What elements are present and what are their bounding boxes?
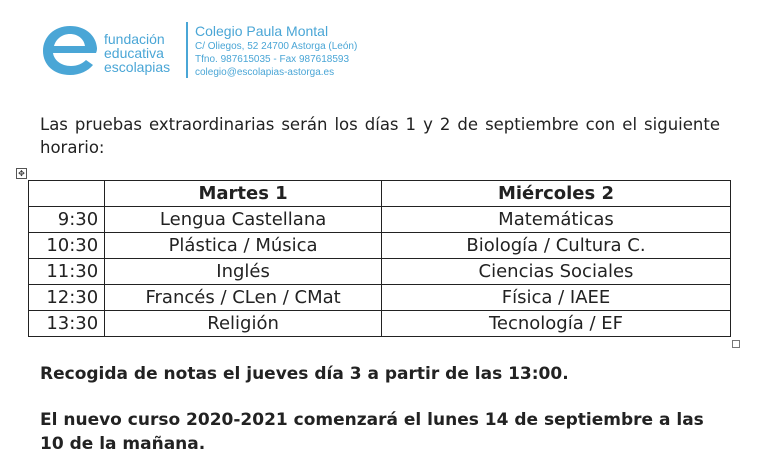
miercoles-cell: Matemáticas (381, 207, 730, 233)
grades-note: Recogida de notas el jueves día 3 a partir de las 13:00. (40, 364, 569, 384)
martes-cell: Francés / CLen / CMat (105, 285, 382, 311)
table-row (29, 259, 731, 285)
table-row (29, 233, 731, 259)
miercoles-cell: Ciencias Sociales (381, 259, 730, 285)
school-email: colegio@escolapias-astorga.es (195, 67, 335, 78)
header-divider (186, 22, 188, 78)
foundation-name (104, 32, 170, 74)
time-cell: 13:30 (29, 311, 105, 337)
time-cell: 10:30 (29, 233, 105, 259)
table-row (29, 311, 731, 337)
header-cell-time (29, 181, 105, 207)
miercoles-cell: Física / IAEE (381, 285, 730, 311)
logo-line: fundación (104, 31, 165, 47)
course-start-note: El nuevo curso 2020-2021 comenzará el lunes 14 de septiembre a las 10 de la mañana. (40, 410, 704, 454)
school-address: C/ Oliegos, 52 24700 Astorga (León) (195, 41, 358, 52)
martes-cell: Inglés (105, 259, 382, 285)
table-row (29, 285, 731, 311)
table-header-row (29, 181, 731, 207)
school-name: Colegio Paula Montal (195, 23, 329, 39)
escolapias-logo-icon (40, 22, 100, 78)
miercoles-cell: Tecnología / EF (381, 311, 730, 337)
martes-cell: Lengua Castellana (105, 207, 382, 233)
time-cell: 9:30 (29, 207, 105, 233)
logo-line: escolapias (104, 59, 171, 75)
martes-cell: Plástica / Música (105, 233, 382, 259)
schedule-table (28, 180, 731, 337)
martes-cell: Religión (105, 311, 382, 337)
intro-paragraph: Las pruebas extraordinarias serán los días 1 y 2 de septiembre con el siguiente horario: (40, 115, 720, 157)
logo-line: educativa (104, 45, 164, 61)
school-contact (195, 22, 357, 79)
miercoles-cell: Biología / Cultura C. (381, 233, 730, 259)
table-resize-handle[interactable] (732, 340, 740, 348)
header-cell-martes: Martes 1 (105, 181, 382, 207)
table-move-handle-icon[interactable]: ✥ (16, 168, 27, 179)
time-cell: 11:30 (29, 259, 105, 285)
time-cell: 12:30 (29, 285, 105, 311)
school-phone: Tfno. 987615035 - Fax 987618593 (195, 54, 350, 65)
header-cell-miercoles: Miércoles 2 (381, 181, 730, 207)
table-row (29, 207, 731, 233)
